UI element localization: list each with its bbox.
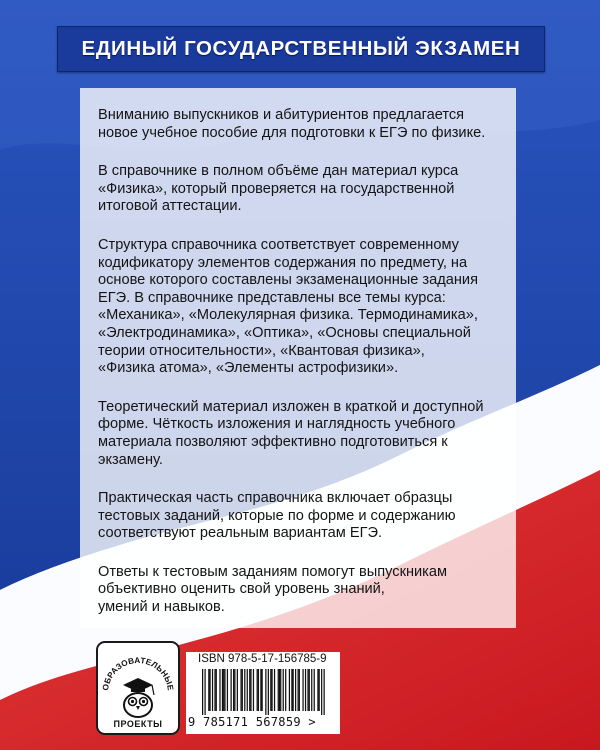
publisher-logo — [96, 641, 180, 735]
barcode-bar — [285, 669, 286, 711]
barcode-bar — [242, 669, 243, 711]
barcode-bar — [309, 669, 310, 711]
logo-arc-text: ОБРАЗОВАТЕЛЬНЫЕ — [101, 655, 175, 692]
barcode-bar — [268, 669, 269, 715]
barcode-bar — [279, 669, 280, 711]
barcode-bar — [219, 669, 220, 711]
header-bar — [57, 26, 545, 72]
barcode-bar — [208, 669, 209, 711]
text-line: соответствуют реальным вариантам ЕГЭ. — [98, 525, 383, 542]
text-line: Теоретический материал изложен в краткой и доступной — [98, 398, 484, 415]
paragraph-theory — [98, 399, 500, 469]
barcode-bar — [289, 669, 290, 711]
owl-pupil-right — [142, 700, 145, 703]
text-line: ЕГЭ. В справочнике представлены все темы курса: — [98, 289, 446, 306]
barcode-bar — [280, 669, 281, 711]
text-line: Ответы к тестовым заданиям помогут выпускникам — [98, 563, 448, 580]
description-text — [98, 107, 500, 638]
barcode-bar — [237, 669, 238, 711]
barcode-bar — [311, 669, 312, 711]
text-line: В справочнике в полном объёме дан материал курса — [98, 163, 459, 180]
barcode — [198, 669, 328, 715]
barcode-bar — [247, 669, 248, 711]
barcode-bar — [227, 669, 228, 711]
barcode-bar — [250, 669, 251, 711]
barcode-bar — [274, 669, 275, 711]
text-line: Практическая часть справочника включает образцы — [98, 490, 453, 507]
owl-body — [124, 693, 152, 717]
barcode-bar — [317, 669, 318, 711]
barcode-bar — [305, 669, 306, 711]
barcode-bar — [223, 669, 224, 711]
barcode-bar — [262, 669, 263, 711]
text-line: «Физика атома», «Элементы астрофизики». — [98, 360, 399, 377]
barcode-bar — [283, 669, 284, 711]
barcode-bar — [302, 669, 303, 711]
barcode-bar — [324, 669, 325, 715]
barcode-bar — [265, 669, 266, 715]
text-line: объективно оценить свой уровень знаний, — [98, 581, 385, 598]
barcode-bar — [209, 669, 210, 711]
barcode-bar — [244, 669, 245, 711]
paragraph-answers — [98, 564, 500, 617]
paragraph-practice — [98, 490, 500, 543]
barcode-bar — [299, 669, 300, 711]
text-line: итоговой аттестации. — [98, 198, 242, 215]
barcode-bar — [257, 669, 258, 711]
barcode-bar — [270, 669, 271, 711]
text-line: экзамену. — [98, 451, 163, 468]
text-line: «Механика», «Молекулярная физика. Термодинамика», — [98, 307, 478, 324]
barcode-bar — [291, 669, 292, 711]
barcode-bar — [319, 669, 320, 711]
text-line: умений и навыков. — [98, 599, 225, 616]
text-line: кодификатору элементов содержания по предмету, на — [98, 254, 468, 271]
barcode-bar — [293, 669, 294, 711]
text-line: основе которого составлены экзаменационные задания — [98, 272, 478, 289]
isbn-label: ISBN 978-5-17-156785-9 — [198, 653, 327, 665]
barcode-bar — [314, 669, 315, 711]
barcode-bar — [295, 669, 296, 711]
barcode-bar — [240, 669, 241, 711]
barcode-bar — [278, 669, 279, 711]
barcode-bar — [307, 669, 308, 711]
barcode-bar — [321, 669, 322, 715]
barcode-bar — [224, 669, 225, 711]
paragraph-structure — [98, 237, 500, 378]
owl-graduate-icon — [98, 643, 178, 733]
barcode-bar — [231, 669, 232, 711]
paragraph-scope — [98, 163, 500, 216]
text-line: новое учебное пособие для подготовки к ЕГЭ по физике. — [98, 124, 486, 141]
barcode-bar — [253, 669, 254, 711]
mortarboard-tassel — [152, 685, 154, 695]
isbn-digits: 9 785171 567859 > — [188, 715, 316, 729]
barcode-bar — [216, 669, 217, 711]
header-title: ЕДИНЫЙ ГОСУДАРСТВЕННЫЙ ЭКЗАМЕН — [81, 37, 521, 60]
text-line: Структура справочника соответствует современному — [98, 236, 459, 253]
barcode-bar — [204, 669, 205, 715]
logo-bottom-text: ПРОЕКТЫ — [113, 719, 163, 729]
barcode-bar — [249, 669, 250, 711]
paragraph-intro — [98, 107, 500, 142]
text-line: «Электродинамика», «Оптика», «Основы специальной — [98, 324, 471, 341]
barcode-bar — [233, 669, 234, 711]
barcode-bar — [258, 669, 259, 711]
text-line: «Физика», который проверяется на государственной — [98, 180, 455, 197]
text-line: форме. Чёткость изложения и наглядность учебного — [98, 416, 456, 433]
text-line: тестовых заданий, которые по форме и содержанию — [98, 507, 456, 524]
barcode-bar — [297, 669, 298, 711]
text-line: Вниманию выпускников и абитуриентов предлагается — [98, 107, 465, 123]
text-line: материала позволяют эффективно подготовиться к — [98, 433, 448, 450]
barcode-bar — [212, 669, 213, 711]
barcode-bar — [271, 669, 272, 711]
isbn-block — [186, 652, 340, 734]
barcode-bar — [214, 669, 215, 711]
barcode-bar — [260, 669, 261, 711]
barcode-bar — [222, 669, 223, 711]
barcode-bar — [202, 669, 203, 715]
barcode-bar — [234, 669, 235, 711]
owl-pupil-left — [131, 700, 134, 703]
mortarboard-base — [131, 688, 145, 692]
text-line: теории относительности», «Квантовая физика», — [98, 342, 425, 359]
